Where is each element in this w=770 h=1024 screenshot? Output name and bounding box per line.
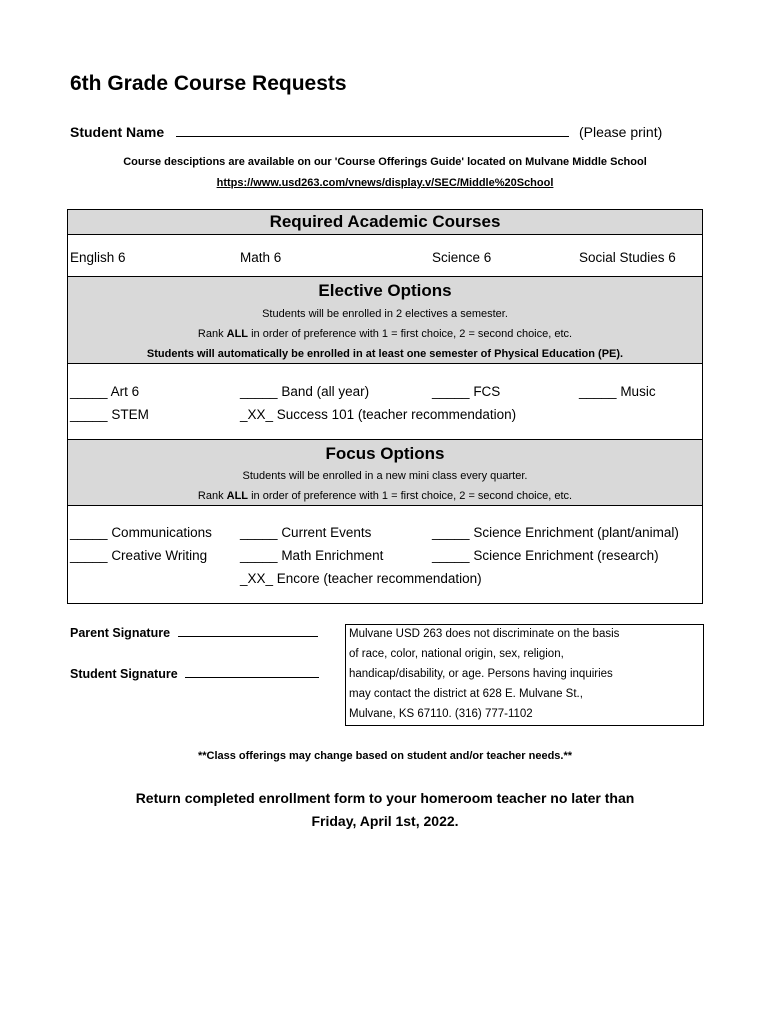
- required-title: Required Academic Courses: [269, 212, 501, 231]
- required-course: Math 6: [240, 250, 282, 265]
- nondiscrimination-notice: [345, 624, 704, 726]
- option-label: Science Enrichment (plant/animal): [473, 525, 679, 540]
- elective-option[interactable]: [70, 384, 139, 399]
- parent-signature-row: [70, 626, 318, 640]
- notice-line: may contact the district at 628 E. Mulvane St.,: [349, 688, 583, 700]
- notice-line: Mulvane USD 263 does not discriminate on the basis: [349, 628, 620, 640]
- rank-suffix: in order of preference with 1 = first choice, 2 = second choice, etc.: [248, 490, 573, 502]
- student-name-hint: (Please print): [579, 124, 663, 140]
- student-name-row: [70, 124, 569, 140]
- student-name-field[interactable]: [176, 136, 569, 137]
- elective-line-3: Students will automatically be enrolled in at least one semester of Physical Education (PE).: [146, 348, 624, 360]
- option-label: Band (all year): [281, 384, 370, 399]
- rank-all: ALL: [226, 328, 249, 340]
- parent-signature-label: Parent Signature: [70, 626, 171, 640]
- elective-option[interactable]: [240, 384, 369, 399]
- elective-line-2: [68, 328, 702, 340]
- option-label: STEM: [111, 407, 149, 422]
- focus-option[interactable]: [240, 571, 482, 586]
- option-mark[interactable]: _____: [70, 525, 108, 540]
- focus-option[interactable]: [240, 525, 371, 540]
- option-mark[interactable]: _____: [432, 525, 470, 540]
- option-mark[interactable]: _____: [432, 548, 470, 563]
- required-course: English 6: [70, 250, 126, 265]
- focus-option[interactable]: [432, 548, 659, 563]
- option-mark[interactable]: _____: [70, 407, 108, 422]
- elective-option[interactable]: [70, 407, 149, 422]
- option-label: Art 6: [110, 384, 140, 399]
- option-mark[interactable]: _____: [70, 384, 108, 399]
- option-mark[interactable]: _XX_: [240, 571, 274, 586]
- guide-link[interactable]: https://www.usd263.com/vnews/display.v/SEC/Middle%20School: [216, 177, 554, 189]
- option-mark[interactable]: _____: [579, 384, 617, 399]
- option-mark[interactable]: _____: [70, 548, 108, 563]
- rank-prefix: Rank: [197, 490, 227, 502]
- elective-option[interactable]: [579, 384, 656, 399]
- option-mark[interactable]: _____: [240, 525, 278, 540]
- rank-all: ALL: [226, 490, 249, 502]
- required-course: Social Studies 6: [579, 250, 676, 265]
- return-instruction-line-1: Return completed enrollment form to your homeroom teacher no later than: [135, 790, 635, 806]
- option-label: Creative Writing: [111, 548, 208, 563]
- required-course: Science 6: [432, 250, 492, 265]
- return-instruction-line-2: Friday, April 1st, 2022.: [311, 813, 459, 829]
- elective-header: [68, 276, 702, 364]
- option-label: Communications: [111, 525, 212, 540]
- student-name-label: Student Name: [70, 124, 165, 140]
- option-label: Science Enrichment (research): [473, 548, 659, 563]
- focus-title: Focus Options: [325, 444, 445, 463]
- option-label: Music: [620, 384, 656, 399]
- option-mark[interactable]: _XX_: [240, 407, 274, 422]
- elective-line-1: Students will be enrolled in 2 electives a semester.: [262, 308, 508, 320]
- rank-prefix: Rank: [197, 328, 227, 340]
- student-signature-row: [70, 667, 319, 681]
- student-signature-label: Student Signature: [70, 667, 178, 681]
- elective-option[interactable]: [240, 407, 516, 422]
- course-table: [67, 209, 703, 604]
- focus-option[interactable]: [70, 525, 212, 540]
- option-mark[interactable]: _____: [432, 384, 470, 399]
- focus-option[interactable]: [240, 548, 383, 563]
- rank-suffix: in order of preference with 1 = first choice, 2 = second choice, etc.: [248, 328, 573, 340]
- option-mark[interactable]: _____: [240, 548, 278, 563]
- option-label: Math Enrichment: [281, 548, 384, 563]
- notice-line: Mulvane, KS 67110. (316) 777-1102: [349, 708, 533, 720]
- option-label: Current Events: [281, 525, 372, 540]
- class-offerings-note: **Class offerings may change based on student and/or teacher needs.**: [197, 750, 573, 762]
- option-label: Success 101 (teacher recommendation): [276, 407, 517, 422]
- focus-header: [68, 439, 702, 506]
- page-title: 6th Grade Course Requests: [70, 72, 347, 95]
- option-label: FCS: [473, 384, 501, 399]
- parent-signature-field[interactable]: [178, 636, 318, 637]
- option-label: Encore (teacher recommendation): [276, 571, 482, 586]
- required-header: [68, 210, 702, 235]
- focus-line-1: Students will be enrolled in a new mini class every quarter.: [242, 470, 528, 482]
- guide-note: Course desciptions are available on our 'Course Offerings Guide' located on Mulvane Middle School: [123, 156, 647, 168]
- focus-line-2: [68, 490, 702, 502]
- notice-line: handicap/disability, or age. Persons having inquiries: [349, 668, 613, 680]
- notice-line: of race, color, national origin, sex, religion,: [349, 648, 564, 660]
- elective-option[interactable]: [432, 384, 500, 399]
- focus-option[interactable]: [70, 548, 207, 563]
- student-signature-field[interactable]: [185, 677, 319, 678]
- option-mark[interactable]: _____: [240, 384, 278, 399]
- elective-title: Elective Options: [318, 281, 452, 300]
- focus-option[interactable]: [432, 525, 679, 540]
